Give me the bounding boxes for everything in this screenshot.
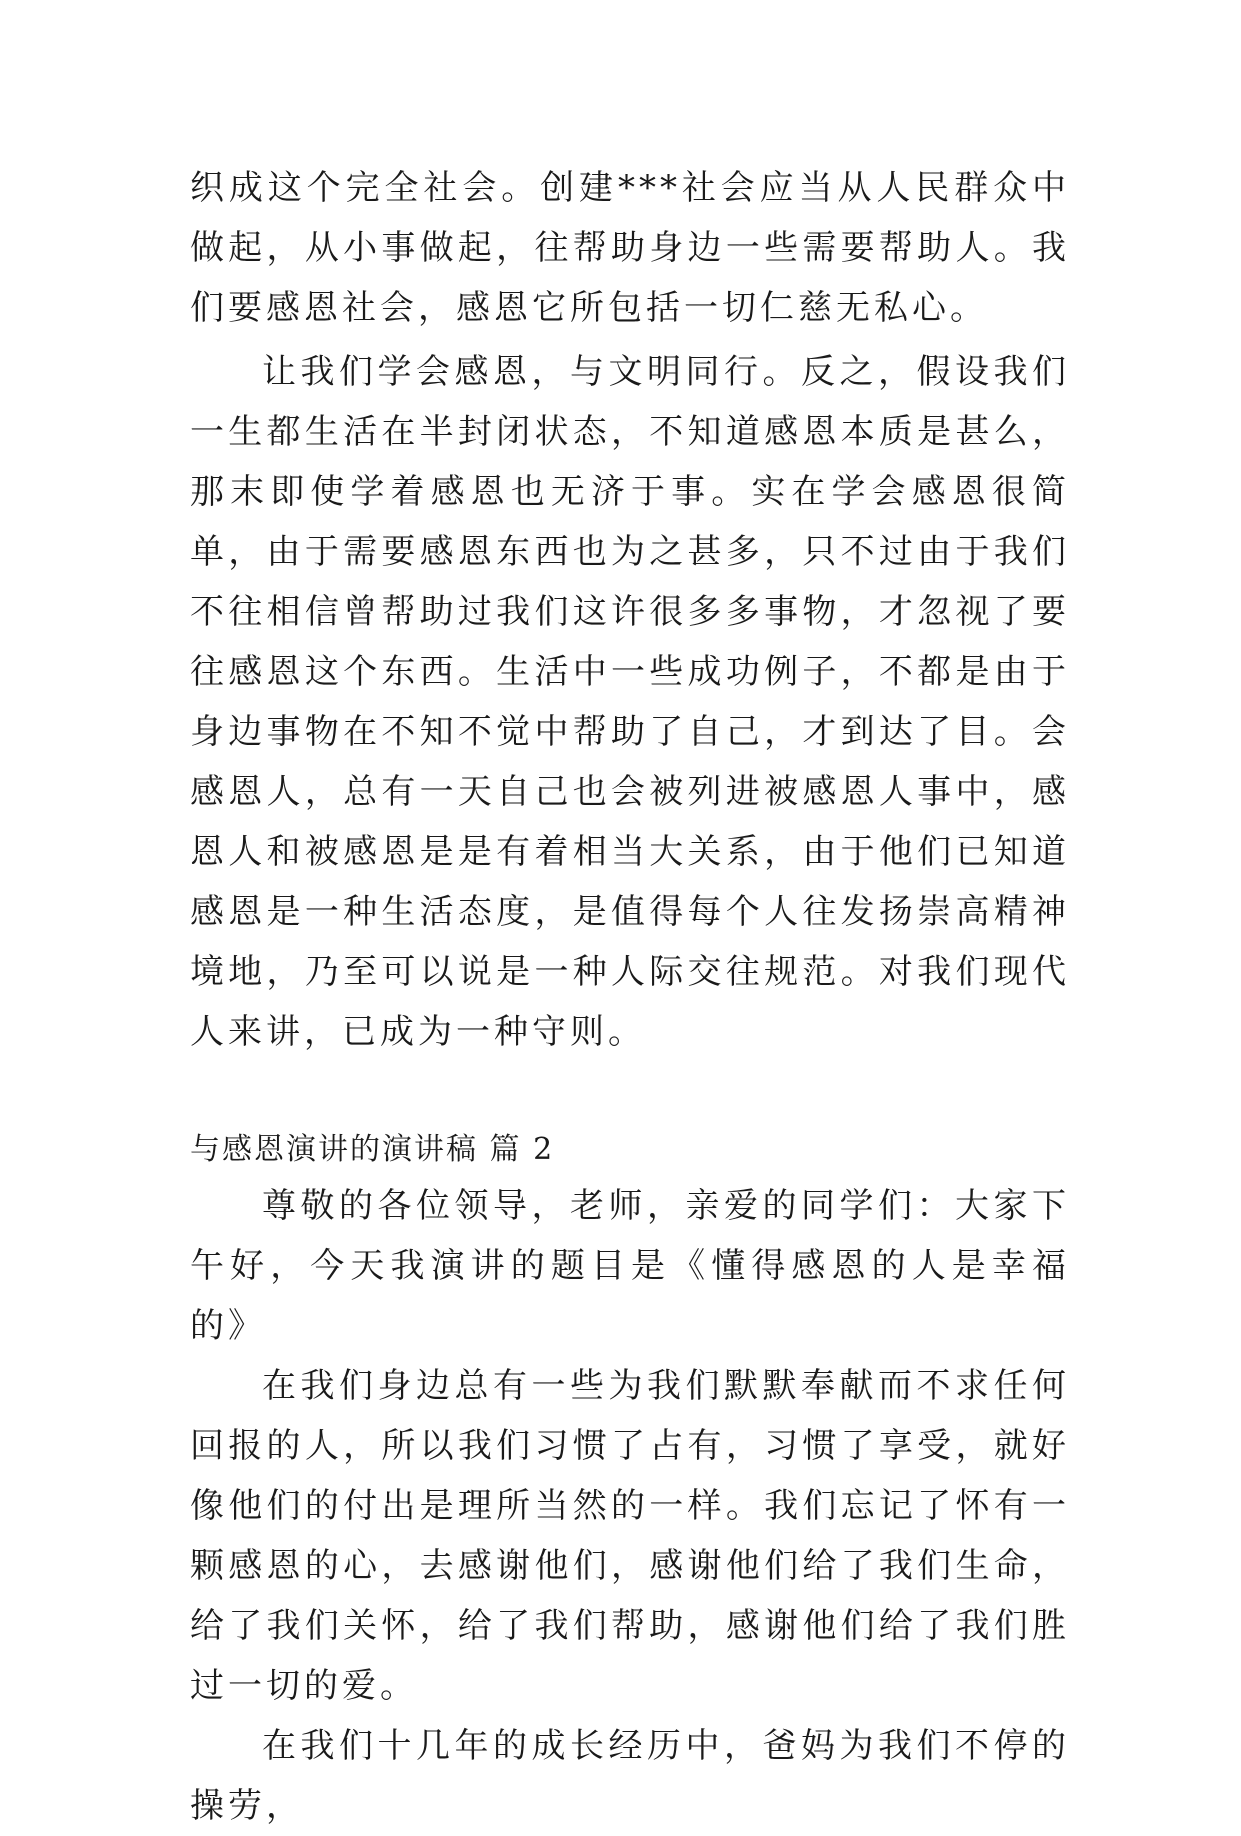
paragraph-selfless-people: 在我们身边总有一些为我们默默奉献而不求任何回报的人，所以我们习惯了占有，习惯了享受，就好像他们的付出是理所当然的一样。我们忘记了怀有一颗感恩的心，去感谢他们，感谢他们给了我们生命，给了我们关怀，给了我们帮助，感谢他们给了我们胜过一切的爱。 — [190, 1366, 1070, 1706]
section-gap — [190, 1062, 1070, 1124]
document-body — [190, 158, 1070, 1836]
paragraph-greeting: 尊敬的各位领导，老师，亲爱的同学们：大家下午好，今天我演讲的题目是《懂得感恩的人是幸福的》 — [190, 1186, 1070, 1346]
section-heading: 与感恩演讲的演讲稿 篇 2 — [190, 1132, 555, 1167]
paragraph-parents: 在我们十几年的成长经历中，爸妈为我们不停的操劳， — [190, 1726, 1070, 1826]
paragraph-continuation: 织成这个完全社会。创建***社会应当从人民群众中做起，从小事做起，往帮助身边一些需要帮助人。我们要感恩社会，感恩它所包括一切仁慈无私心。 — [190, 168, 1070, 328]
paragraph-gratitude-civilization: 让我们学会感恩，与文明同行。反之，假设我们一生都生活在半封闭状态，不知道感恩本质是甚么，那末即使学着感恩也无济于事。实在学会感恩很简单，由于需要感恩东西也为之甚多，只不过由于我们不往相信曾帮助过我们这许很多多事物，才忽视了要往感恩这个东西。生活中一些成功例子，不都是由于身边事物在不知不觉中帮助了自己，才到达了目。会感恩人，总有一天自己也会被列进被感恩人事中，感恩人和被感恩是是有着相当大关系，由于他们已知道感恩是一种生活态度，是值得每个人往发扬崇高精神境地，乃至可以说是一种人际交往规范。对我们现代人来讲，已成为一种守则。 — [190, 352, 1070, 1052]
